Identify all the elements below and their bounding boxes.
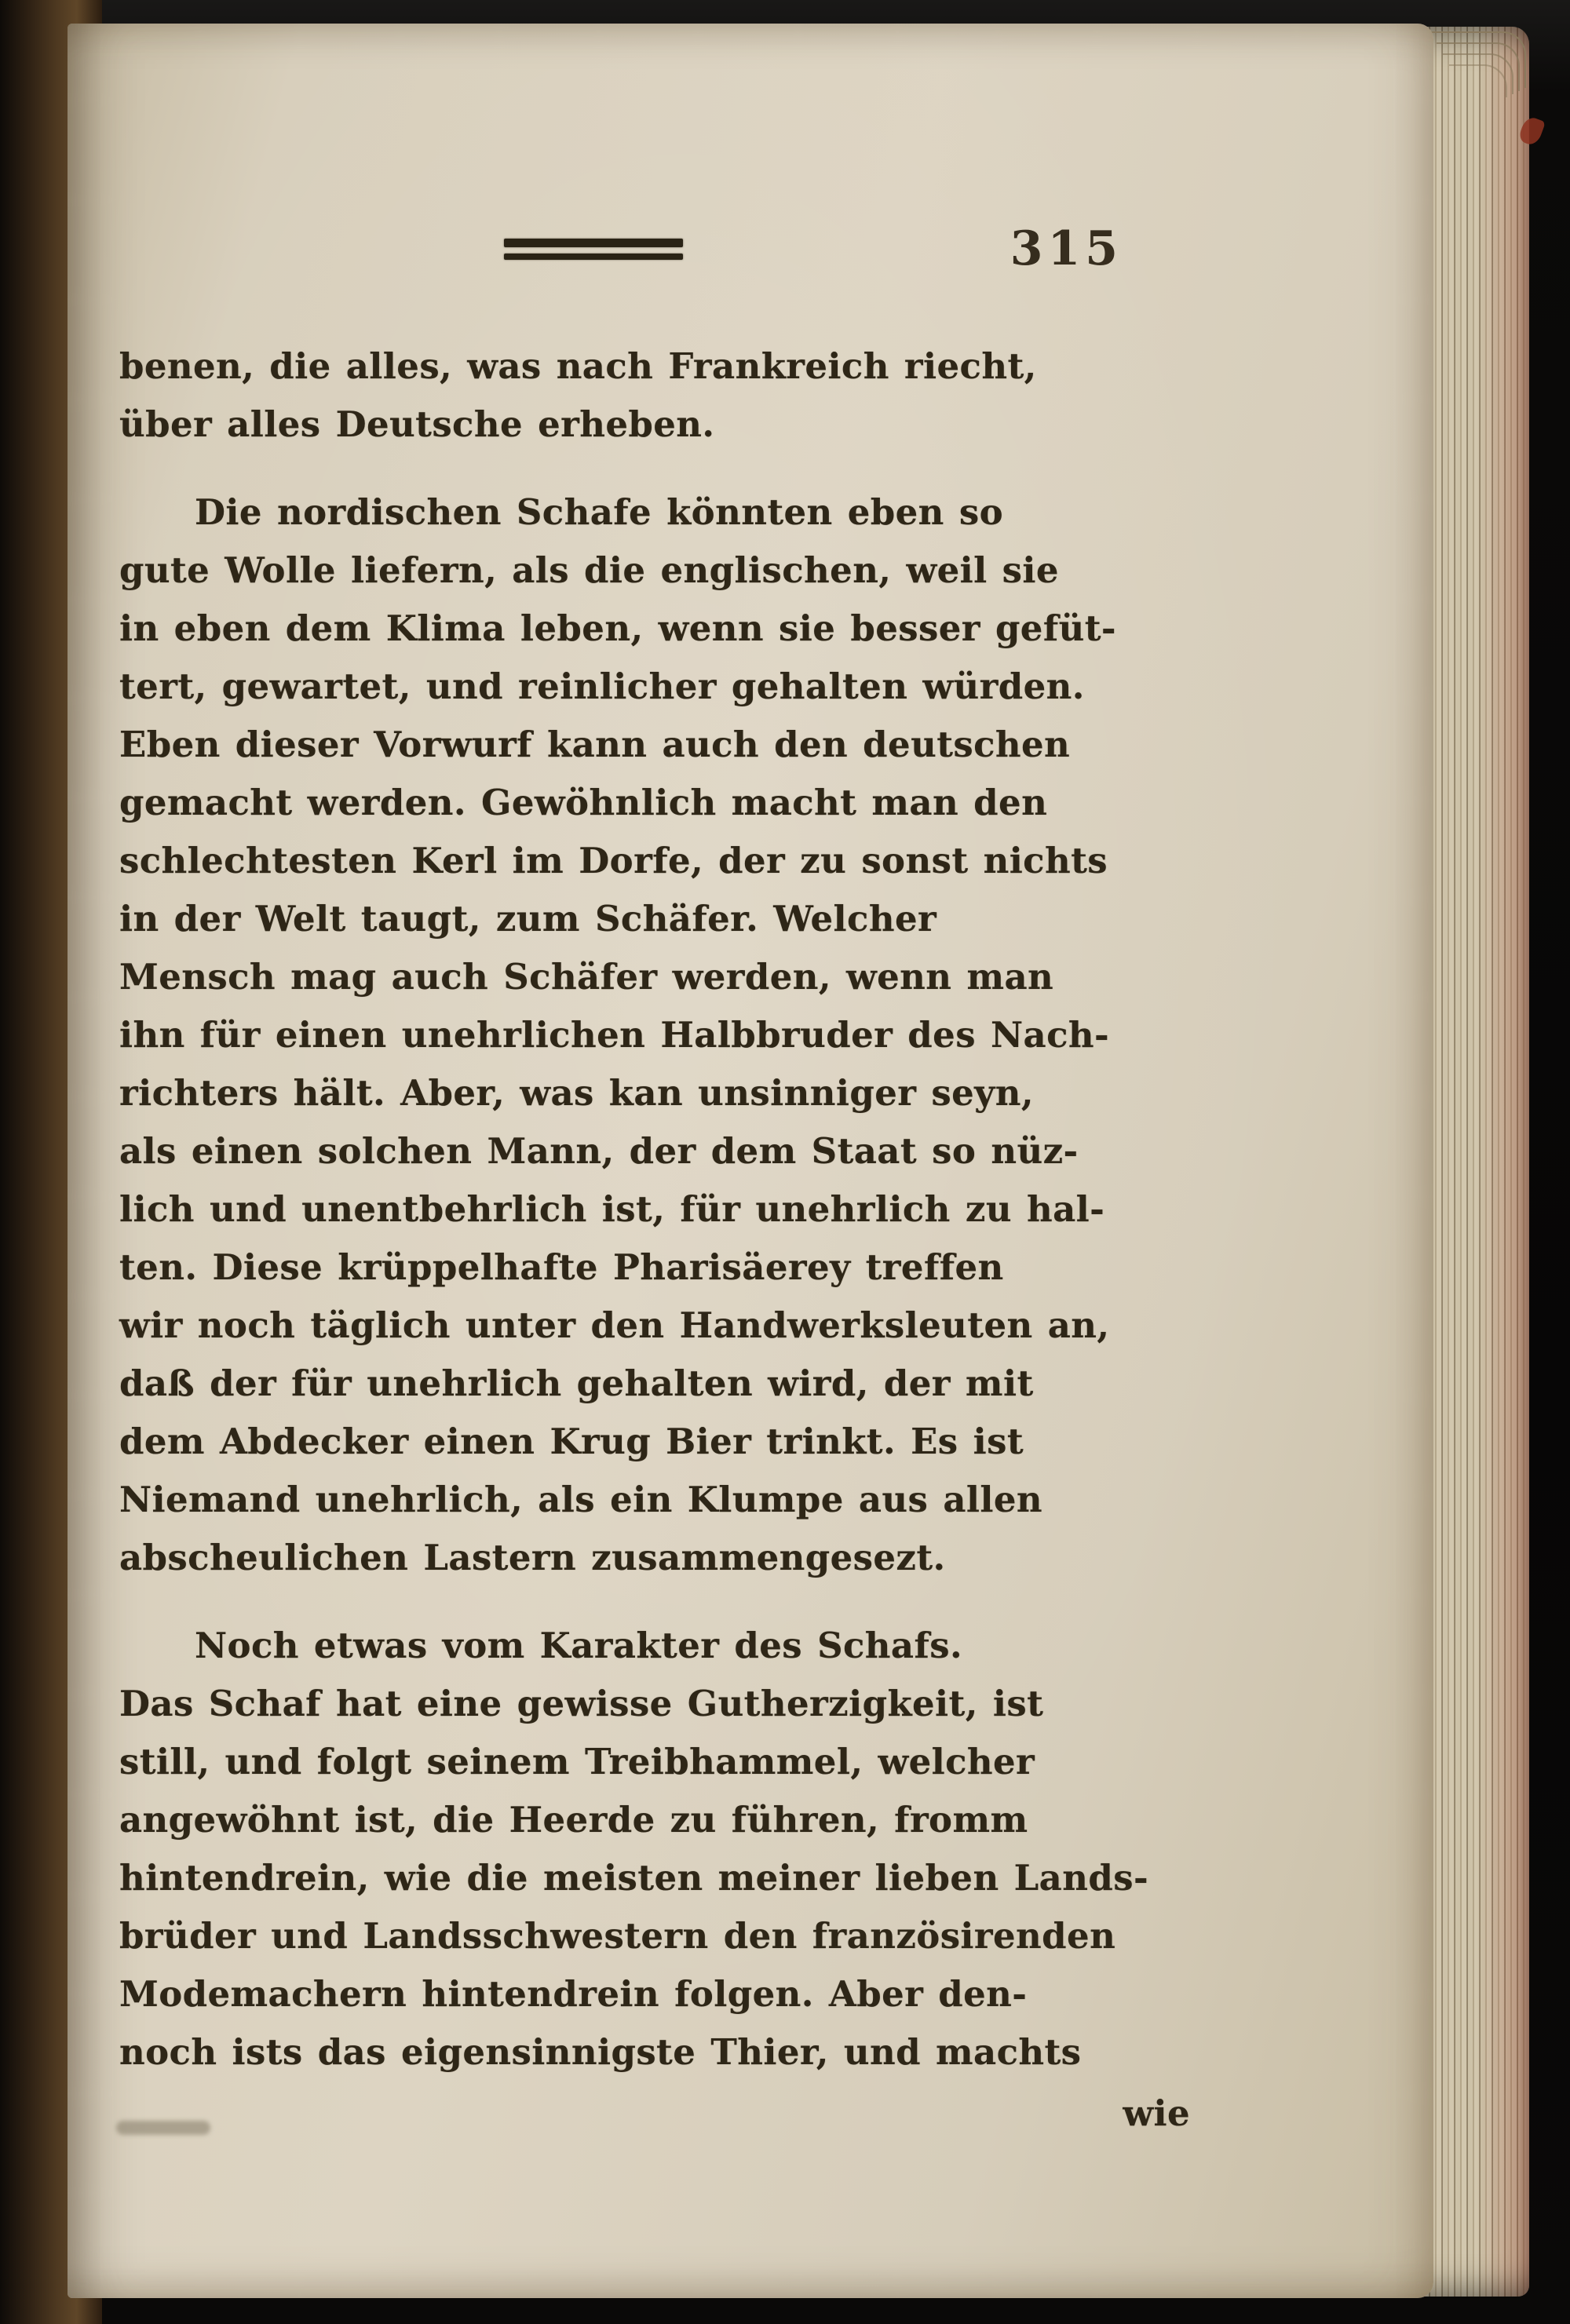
text-line: wir noch täglich unter den Handwerksleuten an, <box>119 1304 1110 1346</box>
page-number: 315 <box>1010 221 1123 276</box>
text-line: Mensch mag auch Schäfer werden, wenn man <box>119 956 1054 998</box>
text-line: richters hält. Aber, was kan unsinniger seyn, <box>119 1072 1034 1114</box>
text-line: brüder und Landsschwestern den französirenden <box>119 1915 1116 1957</box>
text-line: benen, die alles, was nach Frankreich riecht, <box>119 345 1037 387</box>
text-line: Noch etwas vom Karakter des Schafs. <box>195 1625 963 1666</box>
text-line: angewöhnt ist, die Heerde zu führen, fromm <box>119 1799 1028 1841</box>
text-line: als einen solchen Mann, der dem Staat so nüz- <box>119 1130 1079 1172</box>
rule-bar <box>504 254 683 260</box>
text-line: tert, gewartet, und reinlicher gehalten würden. <box>119 666 1085 707</box>
text-line: daß der für unehrlich gehalten wird, der mit <box>119 1363 1034 1404</box>
double-rule-ornament <box>504 239 683 260</box>
text-line: in der Welt taugt, zum Schäfer. Welcher <box>119 898 937 939</box>
text-line: dem Abdecker einen Krug Bier trinkt. Es ist <box>119 1421 1024 1462</box>
paragraph <box>119 337 1247 454</box>
page-text-area <box>119 221 1247 2134</box>
text-line: hintendrein, wie die meisten meiner lieben Lands- <box>119 1857 1149 1899</box>
paragraph <box>119 483 1247 1587</box>
page-header <box>119 221 1247 276</box>
text-line: ihn für einen unehrlichen Halbbruder des Nach- <box>119 1014 1110 1056</box>
text-line: still, und folgt seinem Treibhammel, welcher <box>119 1741 1035 1782</box>
text-line: Eben dieser Vorwurf kann auch den deutschen <box>119 724 1071 765</box>
text-line: schlechtesten Kerl im Dorfe, der zu sonst nichts <box>119 840 1108 881</box>
text-line: in eben dem Klima leben, wenn sie besser gefüt- <box>119 607 1116 649</box>
text-line: lich und unentbehrlich ist, für unehrlich zu hal- <box>119 1188 1105 1230</box>
text-line: gemacht werden. Gewöhnlich macht man den <box>119 782 1048 823</box>
text-line: Die nordischen Schafe könnten eben so <box>195 491 1003 533</box>
text-line: noch ists das eigensinnigste Thier, und machts <box>119 2031 1082 2073</box>
text-line: abscheulichen Lastern zusammengesezt. <box>119 1537 946 1578</box>
paragraph <box>119 1617 1247 2081</box>
catchword-row <box>119 2092 1247 2134</box>
catchword: wie <box>1123 2092 1190 2134</box>
text-line: ten. Diese krüppelhafte Pharisäerey treffen <box>119 1246 1004 1288</box>
text-line: Niemand unehrlich, als ein Klumpe aus allen <box>119 1479 1043 1520</box>
text-line: Modemachern hintendrein folgen. Aber den- <box>119 1973 1028 2015</box>
text-line: gute Wolle liefern, als die englischen, weil sie <box>119 549 1059 591</box>
text-line: Das Schaf hat eine gewisse Gutherzigkeit, ist <box>119 1683 1044 1724</box>
page-corner-line <box>1449 64 1507 97</box>
text-line: über alles Deutsche erheben. <box>119 403 715 445</box>
ink-smudge <box>116 2121 210 2135</box>
rule-bar <box>504 239 683 247</box>
book-page <box>68 24 1433 2298</box>
